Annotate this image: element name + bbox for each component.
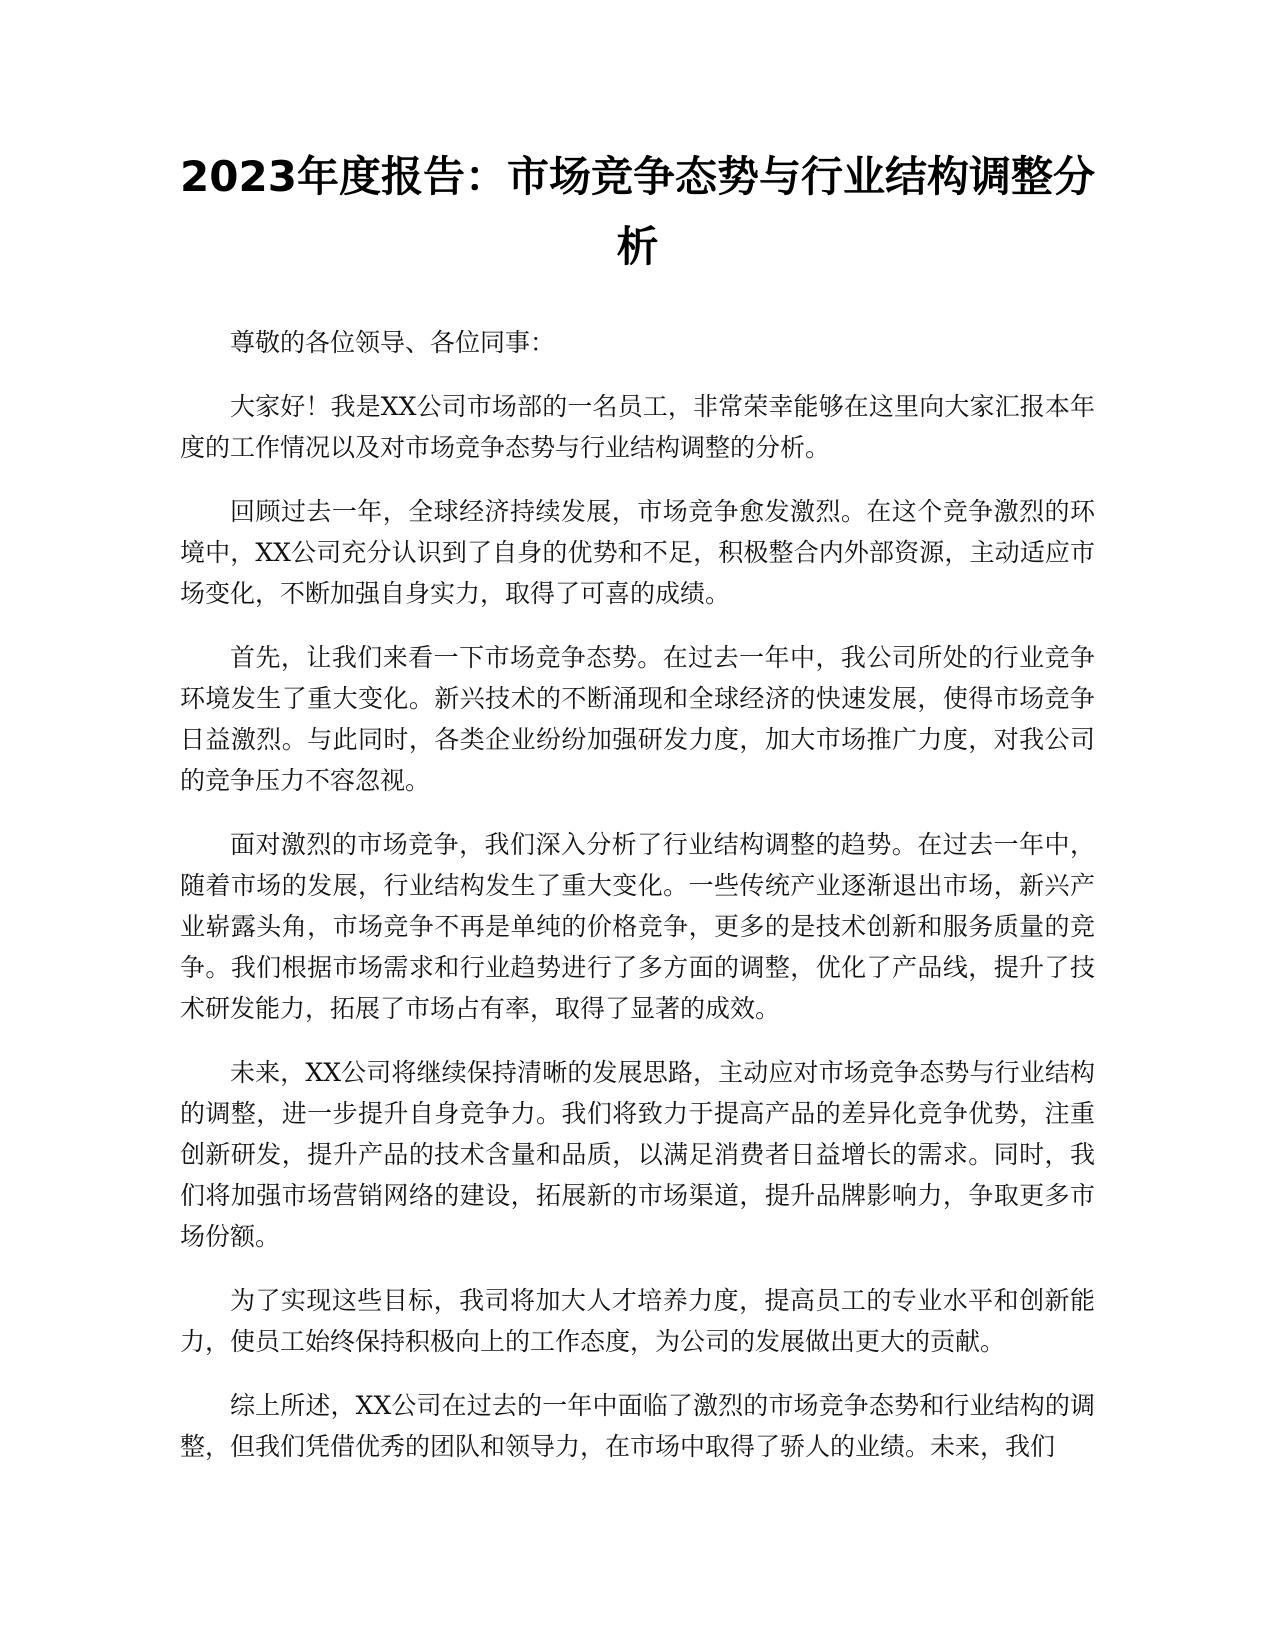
body-paragraph: 未来，XX公司将继续保持清晰的发展思路，主动应对市场竞争态势与行业结构的调整，进一步提升自身竞争力。我们将致力于提高产品的差异化竞争优势，注重创新研发，提升产品的技术含量和品质，以满足消费者日益增长的需求。同时，我们将加强市场营销网络的建设，拓展新的市场渠道，提升品牌影响力，争取更多市场份额。 xyxy=(180,1058,1095,1251)
document-title: 2023年度报告：市场竞争态势与行业结构调整分析 xyxy=(180,152,1095,271)
salutation-paragraph: 尊敬的各位领导、各位同事： xyxy=(230,328,556,357)
document-body xyxy=(180,322,1095,1490)
body-paragraph: 综上所述，XX公司在过去的一年中面临了激烈的市场竞争态势和行业结构的调整，但我们凭借优秀的团队和领导力，在市场中取得了骄人的业绩。未来，我们 xyxy=(180,1391,1095,1461)
body-paragraph: 首先，让我们来看一下市场竞争态势。在过去一年中，我公司所处的行业竞争环境发生了重大变化。新兴技术的不断涌现和全球经济的快速发展，使得市场竞争日益激烈。与此同时，各类企业纷纷加强研发力度，加大市场推广力度，对我公司的竞争压力不容忽视。 xyxy=(180,643,1095,795)
body-paragraph: 面对激烈的市场竞争，我们深入分析了行业结构调整的趋势。在过去一年中，随着市场的发展，行业结构发生了重大变化。一些传统产业逐渐退出市场，新兴产业崭露头角，市场竞争不再是单纯的价格竞争，更多的是技术创新和服务质量的竞争。我们根据市场需求和行业趋势进行了多方面的调整，优化了产品线，提升了技术研发能力，拓展了市场占有率，取得了显著的成效。 xyxy=(180,830,1095,1023)
body-paragraph: 回顾过去一年，全球经济持续发展，市场竞争愈发激烈。在这个竞争激烈的环境中，XX公司充分认识到了自身的优势和不足，积极整合内外部资源，主动适应市场变化，不断加强自身实力，取得了可喜的成绩。 xyxy=(180,497,1095,608)
body-paragraph: 大家好！我是XX公司市场部的一名员工，非常荣幸能够在这里向大家汇报本年度的工作情况以及对市场竞争态势与行业结构调整的分析。 xyxy=(180,392,1095,462)
body-paragraph: 为了实现这些目标，我司将加大人才培养力度，提高员工的专业水平和创新能力，使员工始终保持积极向上的工作态度，为公司的发展做出更大的贡献。 xyxy=(180,1286,1095,1356)
